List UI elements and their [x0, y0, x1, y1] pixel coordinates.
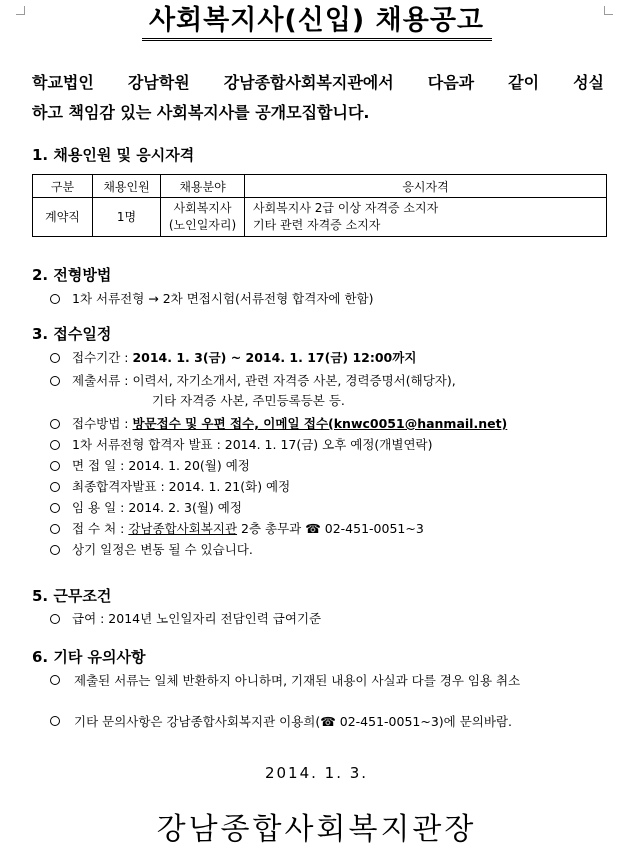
period-label: 접수기간 :: [72, 350, 133, 365]
contact-rest: 2층 총무과 ☎ 02-451-0051~3: [237, 521, 424, 536]
conditions-text: 급여 : 2014년 노인일자리 전담인력 급여기준: [72, 611, 322, 626]
schedule-item-notice: [50, 540, 253, 560]
page-title: 사회복지사(신입) 채용공고: [149, 5, 484, 36]
cell-headcount: 1명: [93, 198, 161, 237]
schedule-item-final-result: [50, 477, 290, 497]
title-block: [0, 4, 633, 44]
qualification-line-2: 기타 관련 자격증 소지자: [253, 218, 381, 232]
schedule-item-appointment: [50, 498, 242, 518]
notes-item-2: [50, 712, 605, 731]
final-result-text: 최종합격자발표 : 2014. 1. 21(화) 예정: [72, 479, 291, 494]
method-value: 방문접수 및 우편 접수, 이메일 접수(knwc0051@hanmail.net): [132, 416, 508, 431]
contact-place: 강남종합사회복지관: [128, 521, 238, 536]
circle-bullet-icon: [50, 294, 60, 304]
schedule-item-method: [50, 414, 507, 434]
field-line-2: (노인일자리): [168, 218, 237, 232]
circle-bullet-icon: [50, 376, 60, 386]
schedule-item-period: [50, 348, 416, 368]
table-row: [33, 198, 607, 237]
title-double-underline: [142, 38, 492, 44]
schedule-item-contact: [50, 519, 424, 539]
intro-line-2: 하고 책임감 있는 사회복지사를 공개모집합니다.: [32, 103, 370, 122]
cell-qualification: [245, 198, 607, 237]
table-header-cell: 구분: [33, 175, 93, 198]
notes-text-2: 기타 문의사항은 강남종합사회복지관 이용희(☎ 02-451-0051~3)에 문의바람.: [74, 714, 512, 729]
conditions-item: [50, 609, 321, 629]
contact-label: 접 수 처 :: [72, 521, 129, 536]
notes-item-1: [50, 671, 605, 690]
announcement-date: 2014. 1. 3.: [264, 764, 369, 782]
documents-line-1: 이력서, 자기소개서, 관련 자격증 사본, 경력증명서(해당자),: [132, 373, 456, 388]
section-heading-schedule: 3. 접수일정: [32, 325, 112, 343]
circle-bullet-icon: [50, 482, 60, 492]
intro-paragraph: [32, 68, 604, 128]
circle-bullet-icon: [50, 419, 60, 429]
table-header-cell: 채용분야: [161, 175, 245, 198]
qualification-line-1: 사회복지사 2급 이상 자격증 소지자: [253, 201, 439, 215]
circle-bullet-icon: [50, 353, 60, 363]
appointment-text: 임 용 일 : 2014. 2. 3(월) 예정: [72, 500, 242, 515]
circle-bullet-icon: [50, 545, 60, 555]
intro-line-1: 학교법인 강남학원 강남종합사회복지관에서 다음과 같이 성실: [32, 73, 604, 92]
circle-bullet-icon: [50, 440, 60, 450]
table-header-row: [33, 175, 607, 198]
circle-bullet-icon: [50, 716, 60, 726]
section-heading-recruitment: 1. 채용인원 및 응시자격: [32, 146, 195, 164]
field-line-1: 사회복지사: [173, 201, 232, 215]
circle-bullet-icon: [50, 524, 60, 534]
circle-bullet-icon: [50, 675, 60, 685]
section-heading-screening: 2. 전형방법: [32, 266, 112, 284]
cell-employment-type: 계약직: [33, 198, 93, 237]
circle-bullet-icon: [50, 503, 60, 513]
screening-item: [50, 289, 373, 309]
documents-label: 제출서류 :: [72, 373, 133, 388]
first-result-text: 1차 서류전형 합격자 발표 : 2014. 1. 17(금) 오후 예정(개별연락): [72, 437, 433, 452]
recruitment-table: [32, 174, 607, 237]
documents-line-2: 기타 자격증 사본, 주민등록등본 등.: [152, 393, 345, 408]
schedule-item-documents: [50, 371, 456, 411]
notes-text-1: 제출된 서류는 일체 반환하지 아니하며, 기재된 내용이 사실과 다를 경우 임용 취소: [74, 673, 521, 688]
notice-text: 상기 일정은 변동 될 수 있습니다.: [72, 542, 253, 557]
section-heading-conditions: 5. 근무조건: [32, 587, 112, 605]
section-heading-notes: 6. 기타 유의사항: [32, 648, 146, 666]
screening-text: 1차 서류전형 → 2차 면접시험(서류전형 합격자에 한함): [72, 291, 374, 306]
schedule-item-interview: [50, 456, 250, 476]
signer-name: 강남종합사회복지관장: [156, 812, 477, 847]
period-value: 2014. 1. 3(금) ~ 2014. 1. 17(금) 12:00까지: [132, 350, 417, 365]
circle-bullet-icon: [50, 614, 60, 624]
table-header-cell: 응시자격: [245, 175, 607, 198]
method-label: 접수방법 :: [72, 416, 133, 431]
circle-bullet-icon: [50, 461, 60, 471]
interview-text: 면 접 일 : 2014. 1. 20(월) 예정: [72, 458, 250, 473]
cell-field: [161, 198, 245, 237]
table-header-cell: 채용인원: [93, 175, 161, 198]
schedule-item-first-result: [50, 435, 432, 455]
